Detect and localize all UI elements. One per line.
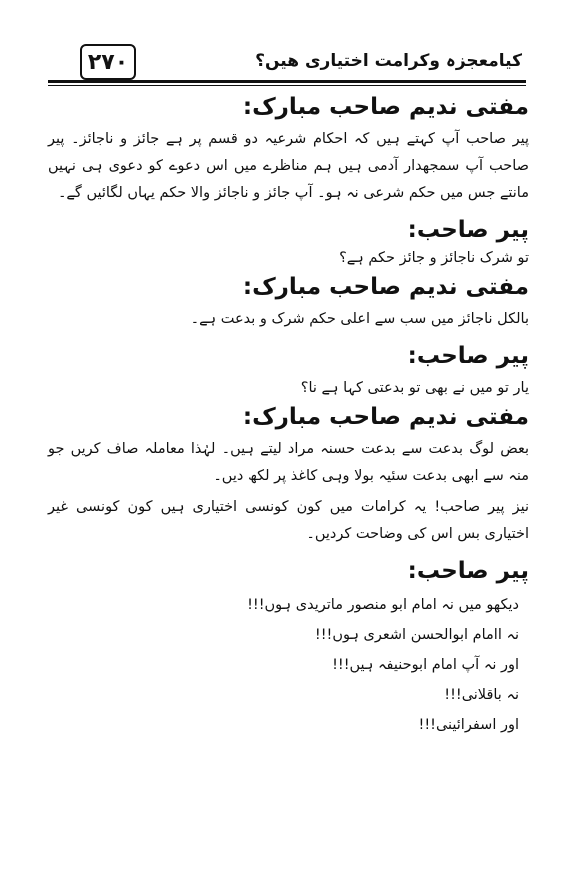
- paragraph: پیر صاحب آپ کہتے ہیں کہ احکام شرعیہ دو قسم پر ہے جائز و ناجائز۔ پیر صاحب آپ سمجھدار آدمی ہیں ہم مناظرے میں اس دعوے کو دعوی ہی نہیں مانتے جس میں حکم شرعی نہ ہو۔ آپ جائز و ناجائز والا حکم یہاں لگائیں گے۔: [48, 131, 529, 201]
- statement-line: نہ اامام ابوالحسن اشعری ہوں!!!: [314, 627, 519, 643]
- paragraph: بالکل ناجائز میں سب سے اعلی حکم شرک و بدعت ہے۔: [190, 311, 529, 327]
- header-rule-thick: [48, 80, 526, 83]
- statement-list: [48, 590, 529, 740]
- page-body: [48, 92, 529, 740]
- speaker-heading: پیر صاحب:: [407, 343, 529, 369]
- speaker-heading: مفتی ندیم صاحب مبارک:: [242, 274, 529, 300]
- paragraph: تو شرک ناجائز و جائز حکم ہے؟: [339, 250, 529, 266]
- statement-line: اور نہ آپ امام ابوحنیفہ ہیں!!!: [332, 657, 519, 673]
- speaker-heading: پیر صاحب:: [407, 217, 529, 243]
- paragraph: نیز پیر صاحب! یہ کرامات میں کون کونسی اختیاری ہیں کون کونسی غیر اختیاری بس اس کی وضاحت کردیں۔: [48, 499, 529, 542]
- speaker-heading: مفتی ندیم صاحب مبارک:: [242, 94, 529, 120]
- header-rule-thin: [48, 85, 526, 86]
- paragraph: یار تو میں نے بھی تو بدعتی کہا ہے نا؟: [300, 380, 529, 396]
- page-header: [48, 44, 526, 84]
- page-number: ۲۷۰: [80, 44, 136, 80]
- statement-line: دیکھو میں نہ امام ابو منصور ماتریدی ہوں!!!: [247, 597, 519, 613]
- running-title: کیامعجزہ وکرامت اختیاری ھیں؟: [255, 51, 522, 71]
- speaker-heading: مفتی ندیم صاحب مبارک:: [242, 404, 529, 430]
- statement-line: اور اسفرائینی!!!: [418, 717, 519, 733]
- statement-line: نہ باقلانی!!!: [444, 687, 519, 703]
- paragraph: بعض لوگ بدعت سے بدعت حسنہ مراد لیتے ہیں۔ لہٰذا معاملہ صاف کریں جو منہ سے ابھی بدعت سئیہ بولا وہی کاغذ پر لکھ دیں۔: [48, 441, 529, 484]
- speaker-heading: پیر صاحب:: [407, 558, 529, 584]
